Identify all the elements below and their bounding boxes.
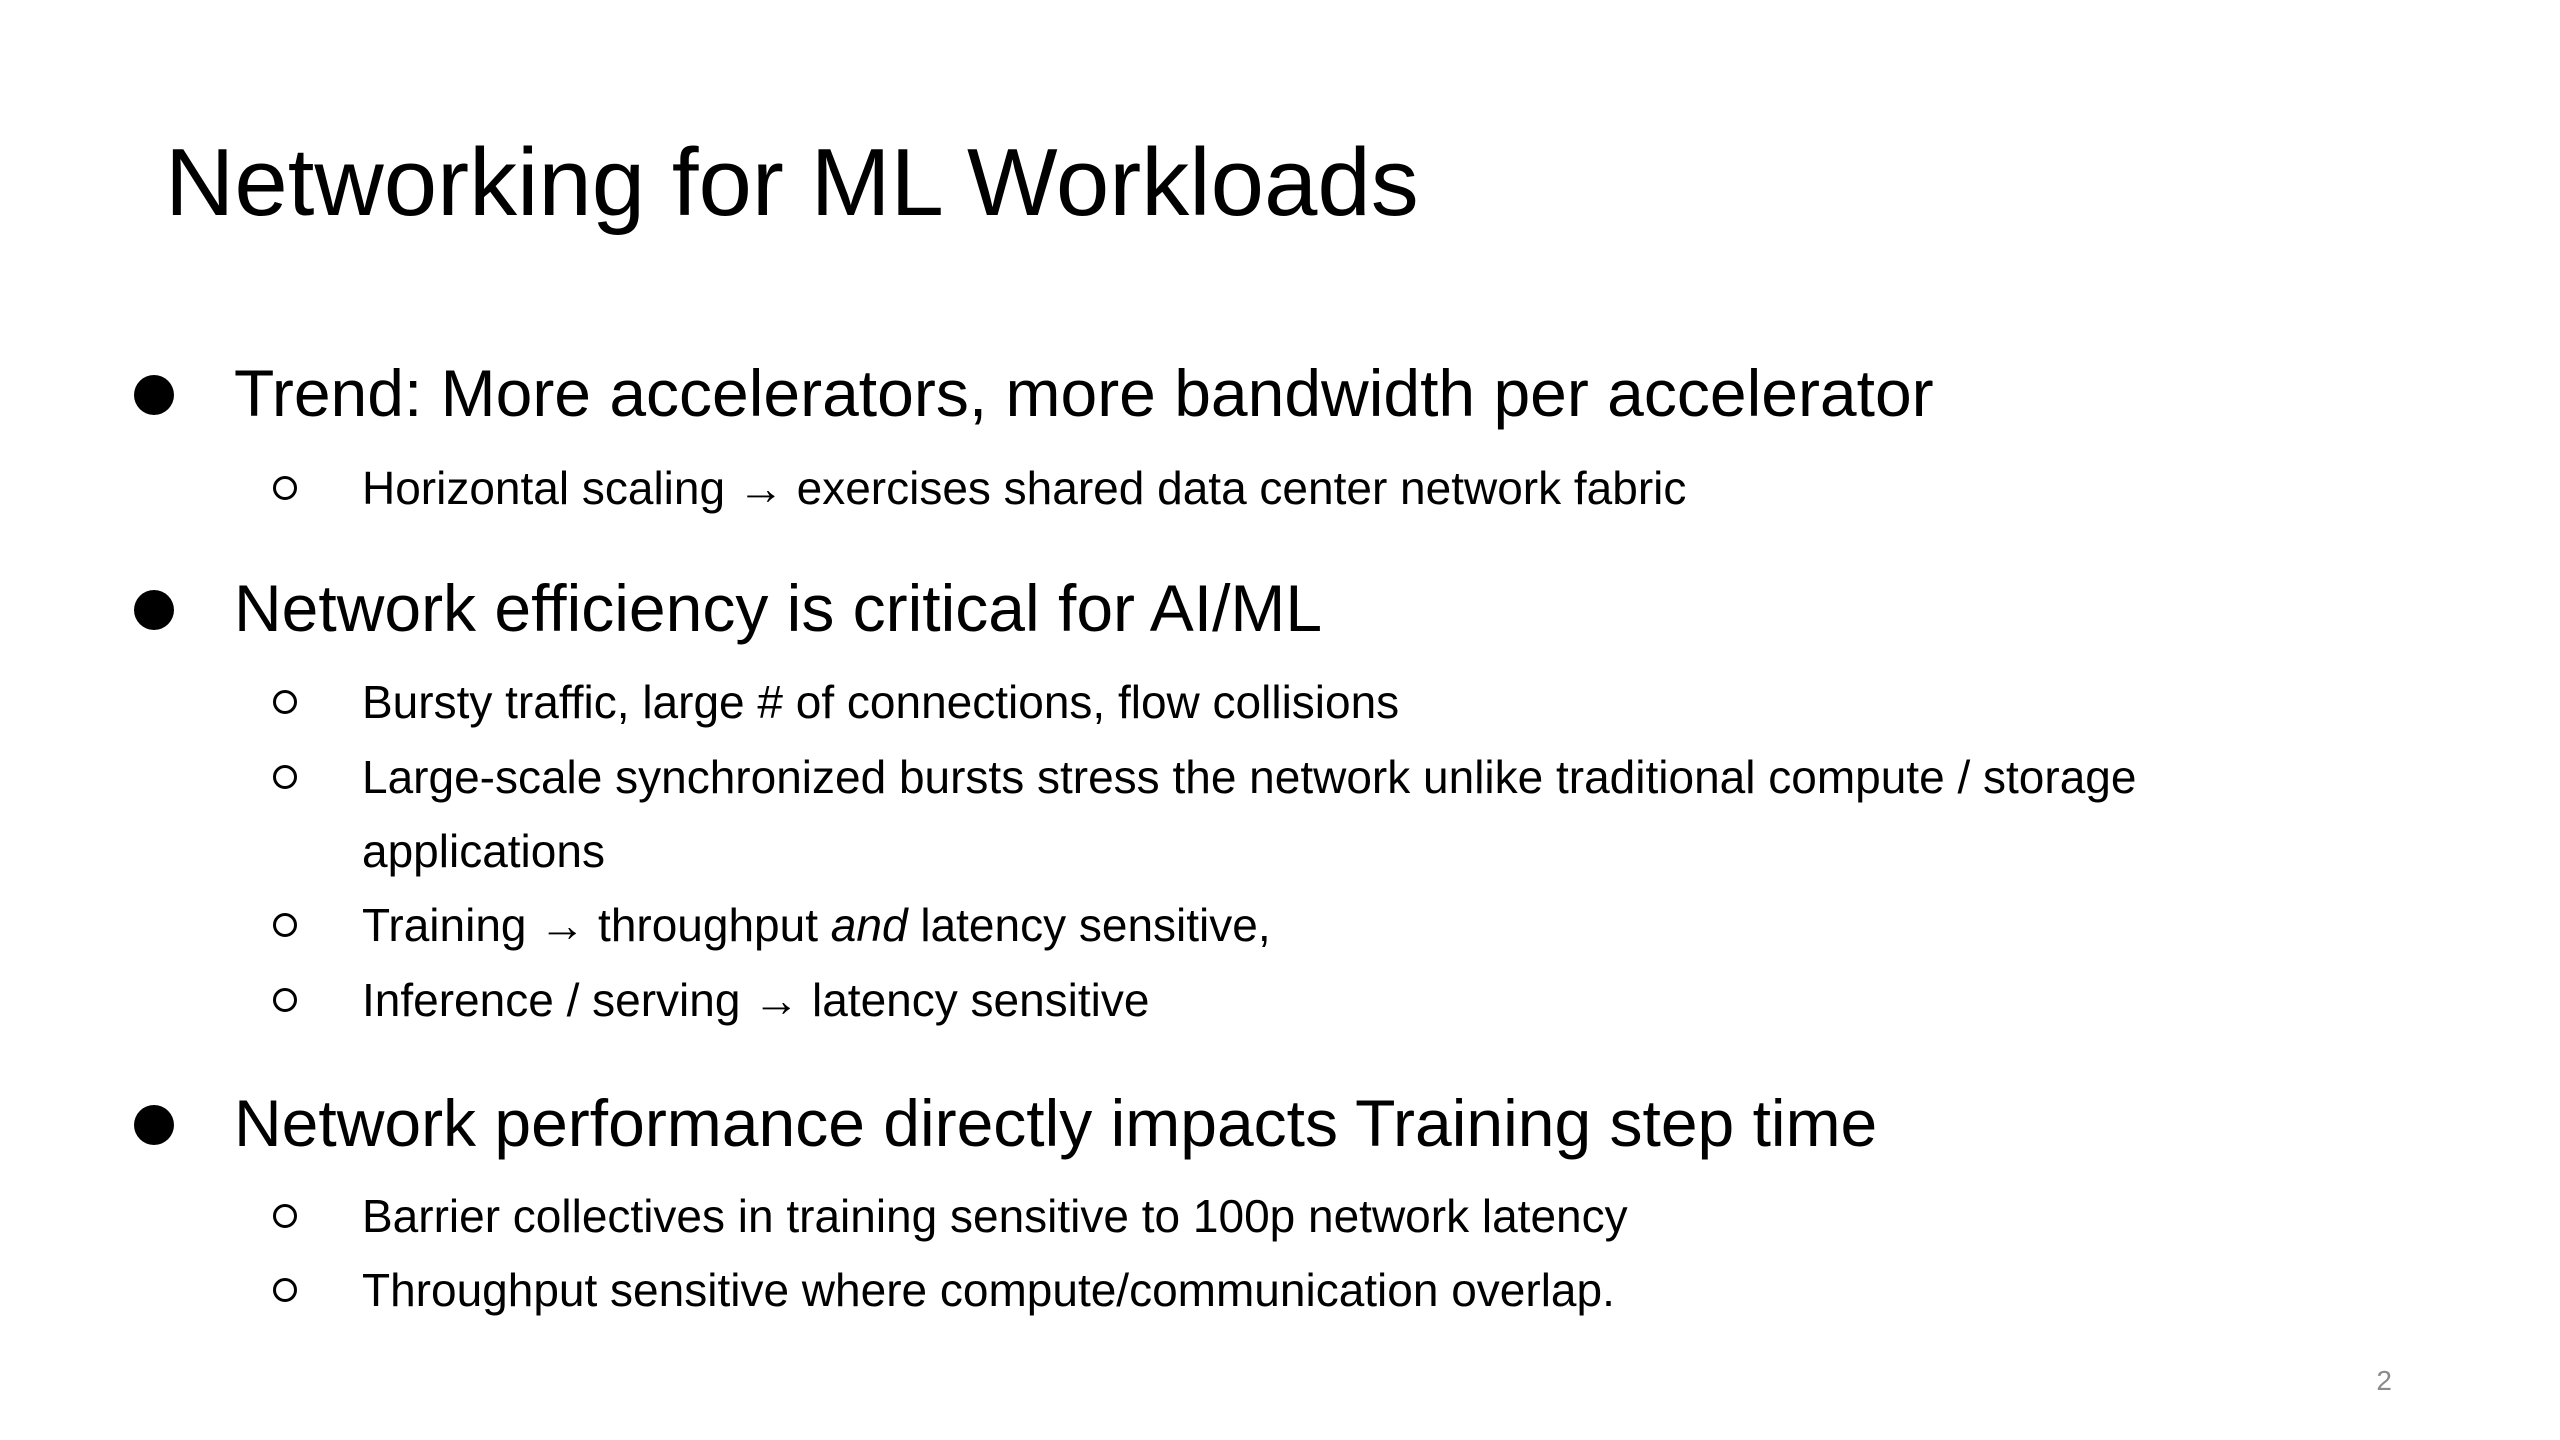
sub-bullet-item xyxy=(0,1190,2560,1242)
sub-bullet-text-part: Training → throughput xyxy=(362,899,831,951)
bullet-item xyxy=(0,571,2560,645)
bullet-dot-icon xyxy=(134,1105,174,1145)
sub-bullet-text-emphasis: and xyxy=(830,899,908,951)
sub-bullet-item xyxy=(0,751,2560,877)
sub-bullet-ring-icon xyxy=(273,476,297,500)
sub-bullet-ring-icon xyxy=(273,913,297,937)
sub-bullet-ring-icon xyxy=(273,765,297,789)
sub-bullet-text: Inference / serving → latency sensitive xyxy=(362,974,1150,1026)
sub-bullet-item xyxy=(0,974,2560,1026)
bullet-dot-icon xyxy=(134,375,174,415)
bullet-text: Network efficiency is critical for AI/ML xyxy=(234,571,1323,645)
sub-bullet-item xyxy=(0,899,2560,951)
sub-bullet-text-part: latency sensitive, xyxy=(907,899,1271,951)
bullet-text: Network performance directly impacts Training step time xyxy=(234,1086,1878,1160)
sub-bullet-item xyxy=(0,462,2560,514)
bullet-item xyxy=(0,1086,2560,1160)
bullet-text: Trend: More accelerators, more bandwidth per accelerator xyxy=(234,356,1934,430)
sub-bullet-text: Horizontal scaling → exercises shared data center network fabric xyxy=(362,462,1687,514)
page-number: 2 xyxy=(2376,1365,2392,1396)
sub-bullet-ring-icon xyxy=(273,1204,297,1228)
bullet-dot-icon xyxy=(134,590,174,630)
sub-bullet-text xyxy=(362,888,2362,962)
sub-bullet-ring-icon xyxy=(273,1278,297,1302)
sub-bullet-ring-icon xyxy=(273,690,297,714)
sub-bullet-ring-icon xyxy=(273,988,297,1012)
sub-bullet-text: Bursty traffic, large # of connections, flow collisions xyxy=(362,676,1400,728)
bullet-item xyxy=(0,356,2560,430)
sub-bullet-item xyxy=(0,676,2560,728)
sub-bullet-text: Barrier collectives in training sensitive to 100p network latency xyxy=(362,1190,1628,1242)
slide-title: Networking for ML Workloads xyxy=(165,129,1419,236)
sub-bullet-text: Large-scale synchronized bursts stress the network unlike traditional compute / storage applications xyxy=(362,751,2137,877)
sub-bullet-item xyxy=(0,1264,2560,1316)
sub-bullet-text: Throughput sensitive where compute/communication overlap. xyxy=(362,1264,1615,1316)
